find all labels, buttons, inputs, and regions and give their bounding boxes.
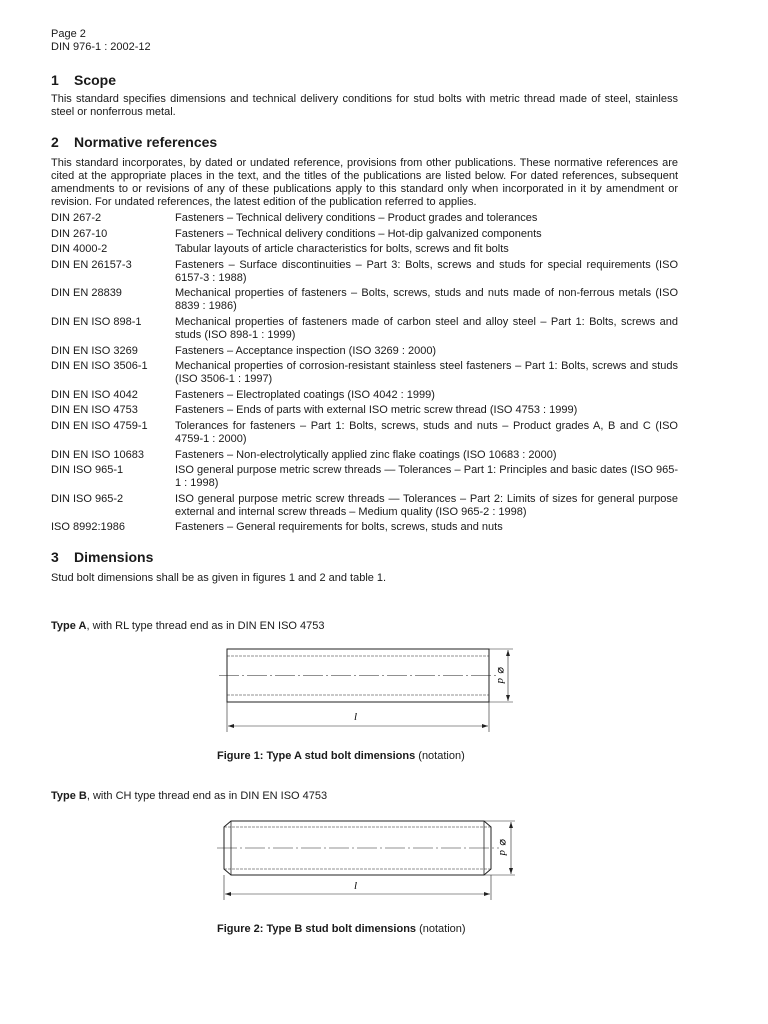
normative-text: This standard incorporates, by dated or undated reference, provisions from other publications. These normative references are cited at the appropriate places in the text, and the titles of the publications are listed below. For dated references, subsequent amendments to or revisions of any of these publications apply to this standard only when incorporated in it by amendment or revision. For undated references, the latest edition of the publication referred to applies. — [51, 157, 678, 208]
reference-row — [51, 345, 678, 358]
type-b-text: , with CH type thread end as in DIN EN ISO 4753 — [86, 790, 328, 802]
reference-row — [51, 243, 678, 256]
caption-note: (notation) — [416, 923, 466, 935]
dim-label-d — [497, 839, 509, 856]
reference-title: Fasteners – Ends of parts with external ISO metric screw thread (ISO 4753 : 1999) — [175, 404, 578, 417]
caption-text: Figure 2: Type B stud bolt dimensions — [217, 923, 417, 935]
reference-code: DIN EN ISO 10683 — [51, 448, 144, 461]
reference-code: DIN EN ISO 3506-1 — [51, 360, 148, 373]
l-label: l — [354, 711, 358, 723]
type-a-label: Type A — [51, 620, 87, 632]
d-label: d — [497, 850, 509, 856]
document-page — [51, 28, 678, 585]
reference-code: DIN EN 26157-3 — [51, 258, 132, 271]
reference-row — [51, 464, 678, 490]
reference-title: Fasteners – General requirements for bolts, screws, studs and nuts — [175, 521, 503, 534]
type-a-text: , with RL type thread end as in DIN EN ISO 4753 — [86, 620, 325, 632]
section-normative-heading — [51, 134, 678, 151]
reference-code: DIN EN ISO 898-1 — [51, 315, 142, 328]
d-label: d — [495, 678, 507, 684]
reference-row — [51, 493, 678, 519]
reference-title: Fasteners – Electroplated coatings (ISO 4042 : 1999) — [175, 388, 435, 401]
reference-title: Fasteners – Technical delivery conditions – Product grades and tolerances — [175, 212, 538, 224]
reference-row — [51, 389, 678, 402]
reference-row — [51, 316, 678, 342]
reference-row — [51, 521, 678, 534]
reference-code: DIN EN ISO 3269 — [51, 344, 138, 357]
reference-row — [51, 449, 678, 462]
reference-code: DIN 267-2 — [51, 212, 102, 224]
reference-title: Mechanical properties of fasteners made of carbon steel and alloy steel – Part 1: Bolts, screws and studs (ISO 898-1 : 1999) — [175, 315, 678, 341]
page-number: Page 2 — [51, 28, 86, 40]
reference-row — [51, 420, 678, 446]
reference-row — [51, 259, 678, 285]
caption-text: Figure 1: Type A stud bolt dimensions — [217, 750, 416, 762]
reference-row — [51, 228, 678, 241]
document-id: DIN 976-1 : 2002-12 — [51, 41, 151, 53]
reference-row — [51, 404, 678, 417]
reference-title: ISO general purpose metric screw threads — Tolerances – Part 2: Limits of sizes for general purpose external and internal screw threads – Medium quality (ISO 965-2 : 1998) — [175, 492, 678, 518]
reference-title: Tolerances for fasteners – Part 1: Bolts, screws, studs and nuts – Product grades A, B and C (ISO 4759-1 : 2000) — [175, 419, 678, 445]
type-b-label: Type B — [51, 790, 87, 802]
reference-title: Mechanical properties of fasteners – Bolts, screws, studs and nuts made of non-ferrous metals (ISO 8839 : 1986) — [175, 287, 678, 313]
reference-title: Mechanical properties of corrosion-resistant stainless steel fasteners – Part 1: Bolts, screws and studs (ISO 3506-1 : 1997) — [175, 360, 678, 386]
reference-code: DIN EN ISO 4042 — [51, 388, 138, 401]
reference-list — [51, 212, 678, 534]
section-number: 1 — [51, 72, 59, 88]
caption-note: (notation) — [415, 750, 465, 762]
reference-title: Fasteners – Surface discontinuities – Part 3: Bolts, screws and studs for special requirements (ISO 6157-3 : 1988) — [175, 258, 678, 284]
dim-label-d — [495, 667, 507, 684]
phi-symbol: ⌀ — [495, 667, 507, 674]
section-title: Scope — [74, 72, 117, 88]
reference-title: Fasteners – Acceptance inspection (ISO 3269 : 2000) — [175, 344, 437, 357]
dimensions-text: Stud bolt dimensions shall be as given in figures 1 and 2 and table 1. — [51, 572, 387, 585]
figure-2-drawing — [215, 812, 525, 907]
reference-row — [51, 287, 678, 313]
l-label: l — [354, 880, 358, 892]
figure-1-caption — [217, 750, 465, 762]
section-dimensions-heading — [51, 549, 678, 566]
reference-row — [51, 212, 678, 225]
reference-code: DIN 4000-2 — [51, 243, 108, 256]
section-scope-heading — [51, 72, 678, 89]
section-number: 2 — [51, 134, 59, 150]
type-b-line — [51, 790, 327, 802]
reference-code: DIN EN 28839 — [51, 287, 122, 300]
reference-row — [51, 360, 678, 386]
type-a-line — [51, 620, 325, 632]
section-title: Normative references — [74, 134, 218, 150]
reference-code: DIN ISO 965-2 — [51, 492, 124, 505]
reference-title: Tabular layouts of article characteristics for bolts, screws and fit bolts — [175, 243, 509, 256]
reference-title: Fasteners – Non-electrolytically applied zinc flake coatings (ISO 10683 : 2000) — [175, 448, 557, 461]
section-number: 3 — [51, 549, 59, 566]
figure-2-caption — [217, 923, 466, 935]
reference-code: ISO 8992:1986 — [51, 521, 126, 534]
reference-code: DIN 267-10 — [51, 227, 108, 240]
section-title: Dimensions — [74, 549, 154, 566]
phi-symbol: ⌀ — [497, 839, 509, 846]
reference-title: Fasteners – Technical delivery conditions – Hot-dip galvanized components — [175, 227, 542, 240]
reference-title: ISO general purpose metric screw threads — Tolerances – Part 1: Principles and basic dates (ISO 965-1 : 1998) — [175, 464, 678, 490]
reference-code: DIN EN ISO 4753 — [51, 404, 138, 417]
reference-code: DIN ISO 965-1 — [51, 464, 124, 477]
figure-1-drawing — [215, 640, 525, 740]
reference-code: DIN EN ISO 4759-1 — [51, 419, 148, 432]
scope-text: This standard specifies dimensions and technical delivery conditions for stud bolts with metric thread made of steel, stainless steel or nonferrous metal. — [51, 93, 678, 118]
